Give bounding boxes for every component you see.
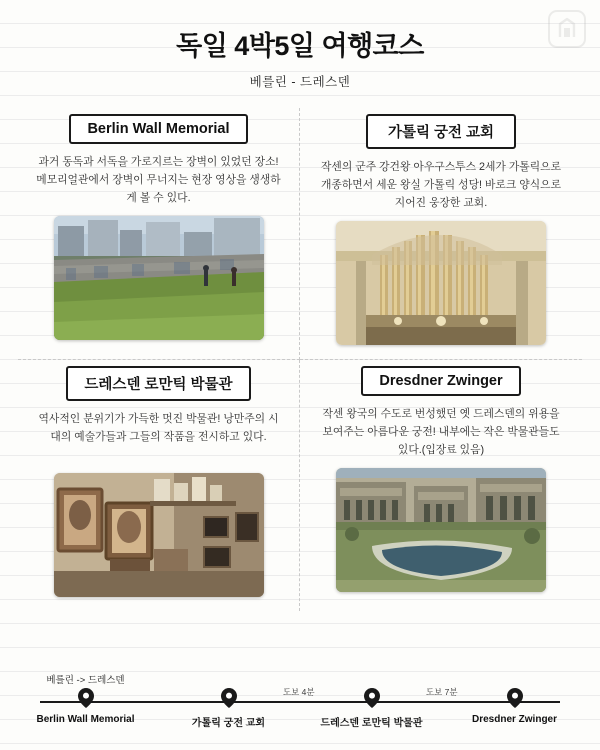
cards-grid xyxy=(0,108,600,611)
card-title: 드레스덴 로만틱 박물관 xyxy=(66,366,250,401)
card-photo xyxy=(54,473,264,597)
card-title: Dresdner Zwinger xyxy=(361,366,520,396)
route-spacer-label xyxy=(157,674,300,688)
route-stop-name: 가톨릭 궁전 교회 xyxy=(191,718,266,729)
page-subtitle: 베를린 - 드레스덴 xyxy=(249,75,351,89)
dresdner-zwinger-photo xyxy=(336,468,546,592)
route-stop-2[interactable] xyxy=(157,674,300,729)
card-title: Berlin Wall Memorial xyxy=(69,114,247,144)
card-description: 작센 왕국의 수도로 번성했던 옛 드레스덴의 위용을 보여주는 아름다운 궁전! 내부에는 작은 박물관들도 있다.(입장료 있음) xyxy=(322,408,560,456)
page-title: 독일 4박5일 여행코스 xyxy=(176,31,424,61)
route-stop-name: Berlin Wall Memorial xyxy=(36,714,135,725)
route-direction-label: 베를린 -> 드레스덴 xyxy=(46,675,125,686)
map-pin-icon xyxy=(507,688,523,708)
card-title: 가톨릭 궁전 교회 xyxy=(366,114,516,149)
card-photo xyxy=(54,216,264,340)
card-photo xyxy=(336,221,546,345)
map-pin-icon xyxy=(78,688,94,708)
route-spacer-label xyxy=(300,674,443,688)
berlin-wall-memorial-photo xyxy=(54,216,264,340)
card-photo xyxy=(336,468,546,592)
route-spacer-label xyxy=(443,674,586,688)
catholic-court-church-organ-photo xyxy=(336,221,546,345)
card-catholic-court-church xyxy=(300,108,582,360)
card-description: 역사적인 분위기가 가득한 멋진 박물관! 낭만주의 시대의 예술가들과 그들의 작품을 전시하고 있다. xyxy=(38,413,279,443)
route-stop-name: Dresdner Zwinger xyxy=(471,714,558,725)
card-description: 과거 동독과 서독을 가로지르는 장벽이 있었던 장소! 메모리얼관에서 장벽이 무너지는 현장 영상을 생생하게 볼 수 있다. xyxy=(36,156,281,204)
card-dresden-romantic-museum xyxy=(18,360,300,611)
map-pin-icon xyxy=(221,688,237,708)
route-stop-1[interactable] xyxy=(14,674,157,729)
route-stop-name: 드레스덴 로만틱 박물관 xyxy=(320,718,423,729)
title-block xyxy=(0,0,600,90)
route-stops xyxy=(14,674,586,729)
card-description: 작센의 군주 강건왕 아우구스투스 2세가 가톨릭으로 개종하면서 세운 왕실 가톨릭 성당! 바로크 양식으로 지어진 웅장한 교회. xyxy=(320,161,562,209)
walk-time-1: 도보 4분 xyxy=(282,687,315,697)
brand-logo-icon xyxy=(548,10,586,48)
route-footer xyxy=(0,674,600,750)
route-stop-4[interactable] xyxy=(443,674,586,729)
dresden-romantic-museum-photo xyxy=(54,473,264,597)
card-dresdner-zwinger xyxy=(300,360,582,611)
map-pin-icon xyxy=(364,688,380,708)
walk-time-2: 도보 7분 xyxy=(425,687,458,697)
route-stop-3[interactable] xyxy=(300,674,443,729)
card-berlin-wall-memorial xyxy=(18,108,300,360)
